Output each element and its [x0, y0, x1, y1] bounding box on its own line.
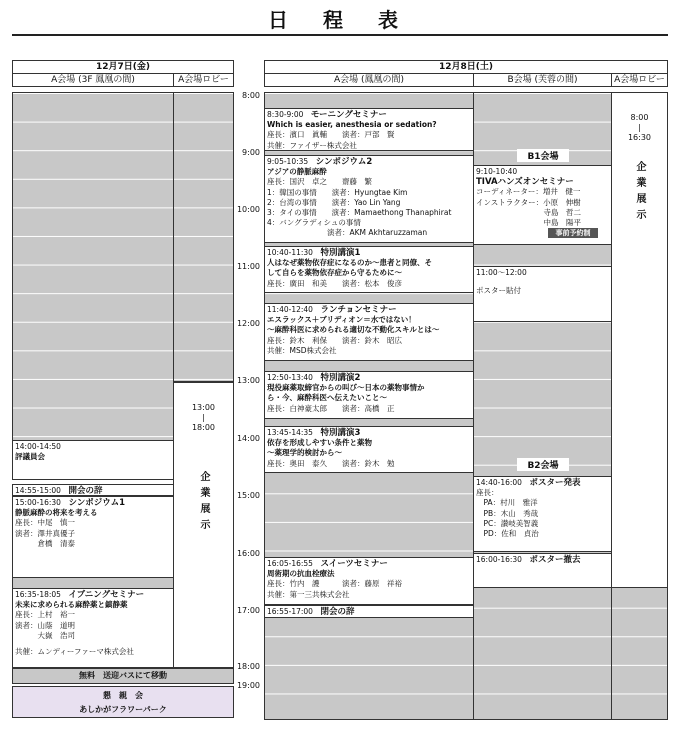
event-time: 14:00-14:50	[15, 442, 61, 451]
time-tick: 18:00	[236, 662, 260, 671]
event-line: 〜薬理学的検討から〜	[267, 448, 342, 458]
event-line: 評議員会	[15, 452, 45, 462]
event-line: 座長：白神豪太郎 演者：高橋 正	[267, 403, 395, 413]
day1-lobby-blank	[173, 92, 234, 382]
day2-a-event-7	[264, 557, 474, 605]
event-title: ランチョンセミナー	[320, 305, 397, 315]
event-line: Which is easier, anesthesia or sedation?	[267, 120, 437, 130]
event-time: 12:50-13:40	[267, 373, 313, 382]
day1-party	[12, 686, 234, 718]
day2-a-event-2	[264, 155, 474, 243]
day2-a-event-3	[264, 246, 474, 293]
event-title: シンポジウム1	[68, 498, 126, 508]
day2-lobby-exhibit	[611, 92, 668, 588]
day2-date: 12月8日(土)	[264, 60, 668, 74]
time-tick: 16:00	[236, 549, 260, 558]
event-time: 10:40-11:30	[267, 248, 313, 257]
event-line: PA：村川 雅洋	[476, 498, 538, 508]
day2-a-event-6	[264, 426, 474, 473]
b1-label: B1会場	[517, 149, 569, 162]
time-tick: 17:00	[236, 606, 260, 615]
event-title: スイーツセミナー	[320, 559, 388, 569]
event-line: 3：タイの事情 演者：Mamaethong Thanaphirat	[267, 208, 452, 218]
day1-lobby-time: 13:00 | 18:00	[191, 403, 216, 432]
event-line: 1：韓国の事情 演者：Hyungtae Kim	[267, 187, 408, 197]
b2-label: B2会場	[517, 458, 569, 471]
day2-a-event-1	[264, 108, 474, 151]
event-line: 共催：ファイザー株式会社	[267, 140, 357, 150]
event-line: PD：佐和 貞治	[476, 529, 539, 539]
event-line: 周術期の抗血栓療法	[267, 569, 335, 579]
event-time: 16:05-16:55	[267, 559, 313, 568]
event-time: 9:10-10:40	[476, 167, 518, 176]
event-line: 共催：第一三共株式会社	[267, 589, 350, 599]
day2-lobby-label: 企業展示	[634, 161, 645, 225]
event-line: して自らを薬物依存症から守るために〜	[267, 268, 402, 278]
event-time: 16:00-16:30	[476, 555, 522, 564]
event-time: 16:55-17:00	[267, 607, 313, 616]
event-line: 演者：山蔭 道明	[15, 620, 75, 630]
day1-bus: 無料 送迎バスにて移動	[12, 668, 234, 684]
event-time: 14:55-15:00	[15, 486, 61, 495]
day2-b-event-4	[473, 553, 612, 588]
time-tick: 19:00	[236, 681, 260, 690]
event-title: イブニングセミナー	[68, 590, 145, 600]
event-line: コーディネーター：増井 健一	[476, 187, 581, 197]
day1-event-2	[12, 484, 174, 496]
event-line: インストラクター：小原 伸樹	[476, 197, 581, 207]
event-title: 特別講演1	[320, 248, 361, 258]
event-line: アジアの静脈麻酔	[267, 167, 327, 177]
event-line: 4：バングラディシュの事情	[267, 218, 361, 228]
event-line: 共催：MSD株式会社	[267, 345, 337, 355]
day2-col-a: A会場 (鳳凰の間)	[264, 73, 474, 87]
time-tick: 12:00	[236, 319, 260, 328]
day1-gap	[12, 578, 174, 588]
event-line: PC：讃岐美智義	[476, 518, 539, 528]
event-line: 座長：中尾 慎一	[15, 518, 75, 528]
day2-b-event-1	[473, 165, 612, 245]
event-time: 13:45-14:35	[267, 428, 313, 437]
event-time: 9:05-10:35	[267, 157, 309, 166]
event-line: 演者：澤井真優子	[15, 528, 75, 538]
event-time: 14:40-16:00	[476, 478, 522, 487]
day1-lobby-exhibit	[173, 382, 234, 668]
party-title: 懇 親 会	[103, 691, 143, 700]
day2-col-lobby: A会場ロビー	[611, 73, 668, 87]
event-line: 依存を形成しやすい条件と薬物	[267, 438, 372, 448]
day2-col-b: B会場 (芙蓉の間)	[473, 73, 612, 87]
event-time: 16:35-18:05	[15, 590, 61, 599]
event-line: 倉橋 清泰	[15, 538, 75, 548]
event-title: モーニングセミナー	[310, 110, 387, 120]
event-line: 座長：奥田 泰久 演者：鈴木 勉	[267, 458, 395, 468]
party-place: あしかがフラワーパーク	[79, 705, 167, 714]
event-line: 大嶽 浩司	[15, 630, 75, 640]
event-line: 座長：上村 裕一	[15, 610, 75, 620]
event-line: 寺島 哲二	[476, 207, 581, 217]
event-line: 座長：竹内 護 演者：藤原 祥裕	[267, 579, 402, 589]
day1-lobby-label: 企業展示	[198, 471, 209, 535]
event-line: 未来に求められる麻酔薬と鎮静薬	[15, 600, 128, 610]
event-line: 〜麻酔科医に求められる適切な不動化スキルとは〜	[267, 325, 440, 335]
event-title: 特別講演3	[320, 428, 361, 438]
time-tick: 10:00	[236, 205, 260, 214]
event-line: 人はなぜ薬物依存症になるのか〜患者と同僚、そ	[267, 258, 432, 268]
event-time: 8:30-9:00	[267, 110, 304, 119]
event-line: 現役麻薬取締官からの叫び〜日本の薬物事情か	[267, 383, 425, 393]
event-title: ポスター発表	[529, 478, 581, 488]
event-line: 2：台湾の事情 演者：Yao Lin Yang	[267, 197, 401, 207]
reservation-tag: 事前予約制	[548, 228, 598, 238]
event-line: 座長：廣田 和美 演者：松本 俊彦	[267, 278, 402, 288]
event-line: ら・今、麻酔科医へ伝えたいこと〜	[267, 393, 387, 403]
time-tick: 8:00	[242, 91, 260, 100]
event-title: 特別講演2	[320, 373, 361, 383]
time-tick: 14:00	[236, 434, 260, 443]
event-title: ポスター撤去	[529, 555, 581, 565]
day1-event-3	[12, 496, 174, 578]
event-line: エスラックス＋ブリディオン＝水ではない！	[267, 315, 416, 325]
day2-lobby-time: 8:00 | 16:30	[627, 113, 652, 142]
day1-col-a: A会場 (3F 鳳凰の間)	[12, 73, 174, 87]
event-title: 閉会の辞	[320, 607, 355, 617]
event-time: 11:40-12:40	[267, 305, 313, 314]
event-line: ポスター貼付	[476, 286, 521, 296]
time-tick: 15:00	[236, 491, 260, 500]
day1-event-4	[12, 588, 174, 668]
day1-col-lobby: A会場ロビー	[173, 73, 234, 87]
day2-a-event-4	[264, 303, 474, 361]
event-line: 中島 陽平	[476, 218, 581, 228]
event-title: 開会の辞	[68, 486, 103, 496]
page-title: 日 程 表	[268, 8, 412, 32]
event-line: 座長：鈴木 利保 演者：鈴木 昭広	[267, 335, 402, 345]
day1-event-1	[12, 440, 174, 480]
event-line: 共催：ムンディーファーマ株式会社	[15, 647, 134, 657]
day2-a-event-8	[264, 605, 474, 618]
event-title: シンポジウム2	[315, 157, 373, 167]
day2-b-event-3	[473, 476, 612, 552]
time-tick: 9:00	[242, 148, 260, 157]
time-tick: 11:00	[236, 262, 260, 271]
event-line: 座長：国沢 卓之 齋藤 繁	[267, 177, 372, 187]
event-line: 座長：濱口 眞輔 演者：戸部 賢	[267, 130, 395, 140]
day2-b-event-2	[473, 266, 612, 322]
event-line: 演者：AKM Akhtaruzzaman	[267, 228, 428, 238]
event-time: 15:00-16:30	[15, 498, 61, 507]
time-tick: 13:00	[236, 376, 260, 385]
event-line: 静脈麻酔の将来を考える	[15, 508, 98, 518]
day1-date: 12月7日(金)	[12, 60, 234, 74]
day2-a-event-5	[264, 371, 474, 419]
event-line: 座長：	[476, 488, 499, 498]
event-title: TIVAハンズオンセミナー	[476, 177, 574, 188]
event-time: 11:00〜12:00	[476, 268, 527, 277]
day1-a-blank	[12, 92, 174, 442]
title-rule	[12, 34, 668, 36]
event-line: PB：木山 秀哉	[476, 508, 539, 518]
